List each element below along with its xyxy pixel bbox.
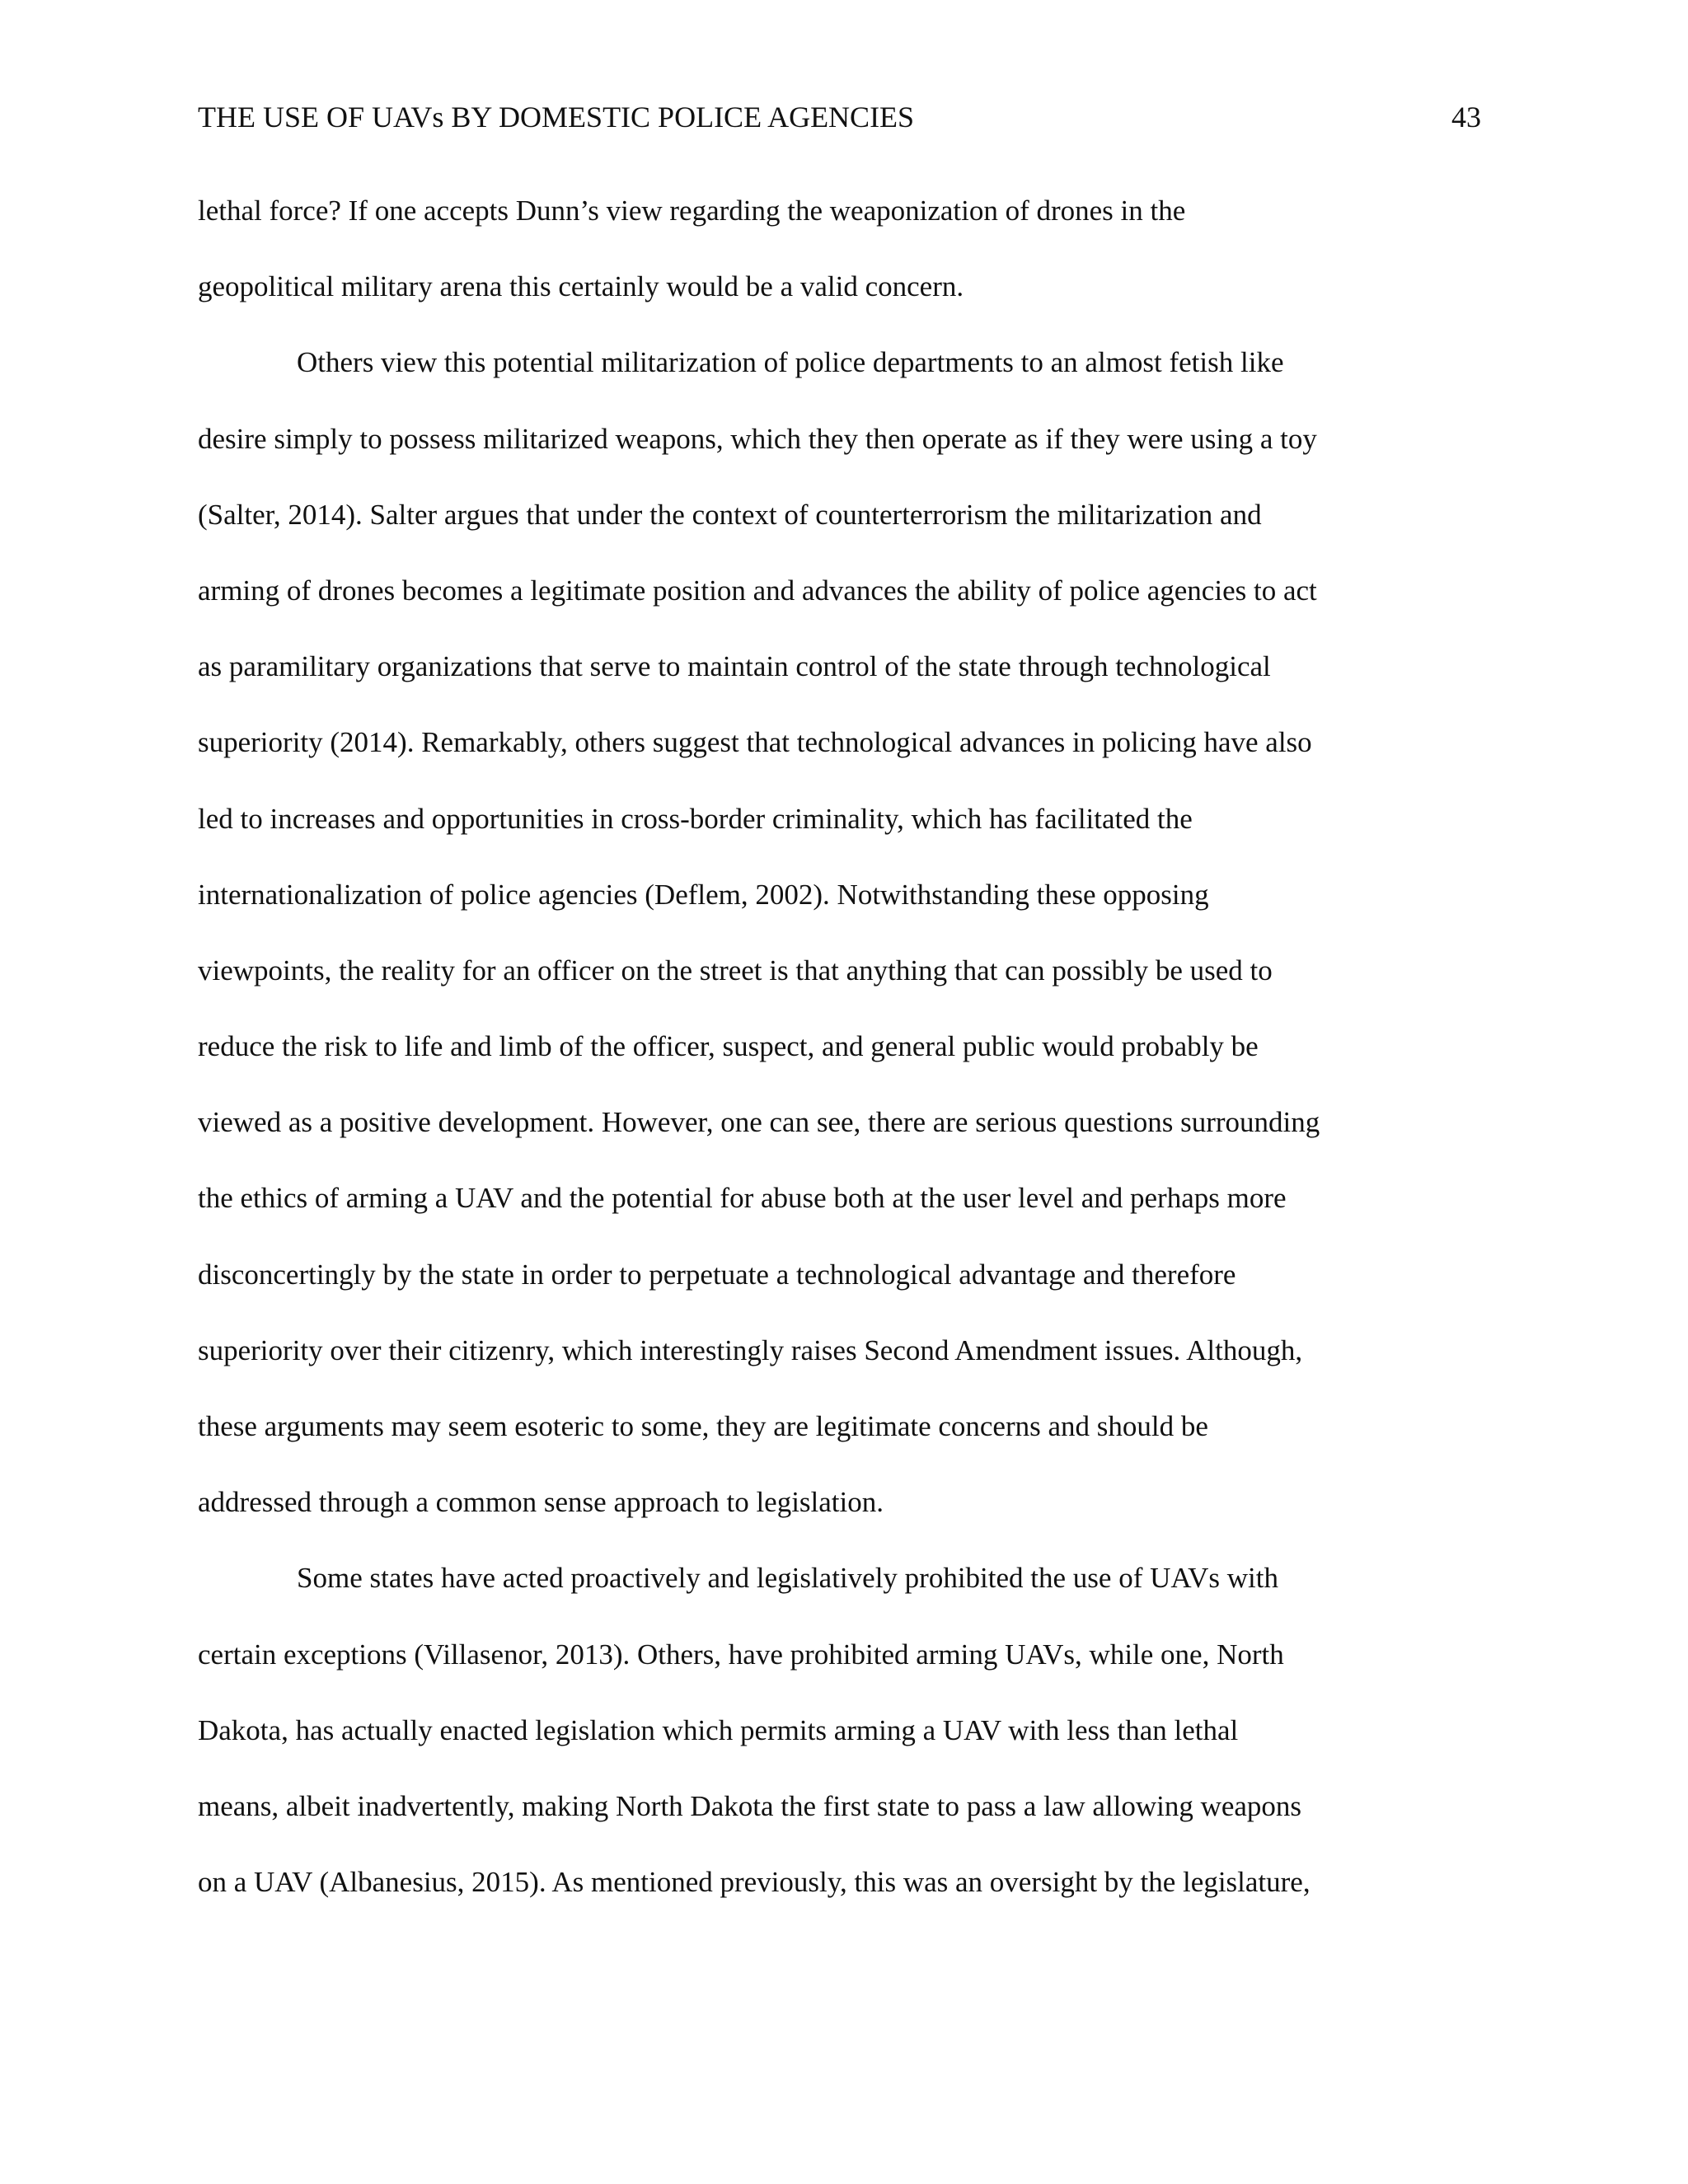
running-head [198, 97, 1481, 137]
text-line: Dakota, has actually enacted legislation which permits arming a UAV with less than lethal [198, 1713, 1239, 1746]
page-number: 43 [1451, 101, 1481, 134]
text-line: internationalization of police agencies (Deflem, 2002). Notwithstanding these opposing [198, 878, 1209, 911]
text-line: viewed as a positive development. However, one can see, there are serious questions surrounding [198, 1106, 1320, 1139]
text-line: means, albeit inadvertently, making North Dakota the first state to pass a law allowing weapons [198, 1789, 1302, 1822]
text-line: the ethics of arming a UAV and the potential for abuse both at the user level and perhaps more [198, 1182, 1287, 1215]
text-line: on a UAV (Albanesius, 2015). As mentioned previously, this was an oversight by the legislature, [198, 1866, 1311, 1899]
text-line: reduce the risk to life and limb of the officer, suspect, and general public would probably be [198, 1030, 1259, 1063]
text-line: geopolitical military arena this certainly would be a valid concern. [198, 270, 964, 303]
text-line: (Salter, 2014). Salter argues that under the context of counterterrorism the militarization and [198, 498, 1262, 531]
paragraph-start-line: Others view this potential militarization of police departments to an almost fetish like [297, 346, 1284, 379]
text-line: superiority over their citizenry, which interestingly raises Second Amendment issues. Although, [198, 1333, 1303, 1366]
text-line: led to increases and opportunities in cross-border criminality, which has facilitated the [198, 802, 1193, 835]
paragraph-start-line: Some states have acted proactively and legislatively prohibited the use of UAVs with [297, 1562, 1279, 1595]
text-line: viewpoints, the reality for an officer on the street is that anything that can possibly be used to [198, 954, 1273, 987]
running-head-title: THE USE OF UAVs BY DOMESTIC POLICE AGENCIES [198, 101, 915, 134]
text-line: certain exceptions (Villasenor, 2013). Others, have prohibited arming UAVs, while one, North [198, 1638, 1284, 1671]
text-line: superiority (2014). Remarkably, others suggest that technological advances in policing have also [198, 726, 1312, 759]
text-line: disconcertingly by the state in order to perpetuate a technological advantage and therefore [198, 1258, 1236, 1291]
text-line: these arguments may seem esoteric to some, they are legitimate concerns and should be [198, 1410, 1208, 1442]
text-line: desire simply to possess militarized weapons, which they then operate as if they were using a toy [198, 422, 1317, 455]
body-text [198, 191, 1481, 1938]
text-line: arming of drones becomes a legitimate position and advances the ability of police agencies to act [198, 574, 1317, 607]
text-line: addressed through a common sense approach to legislation. [198, 1486, 884, 1519]
text-line: as paramilitary organizations that serve to maintain control of the state through technological [198, 650, 1271, 683]
text-line: lethal force? If one accepts Dunn’s view regarding the weaponization of drones in the [198, 194, 1186, 227]
